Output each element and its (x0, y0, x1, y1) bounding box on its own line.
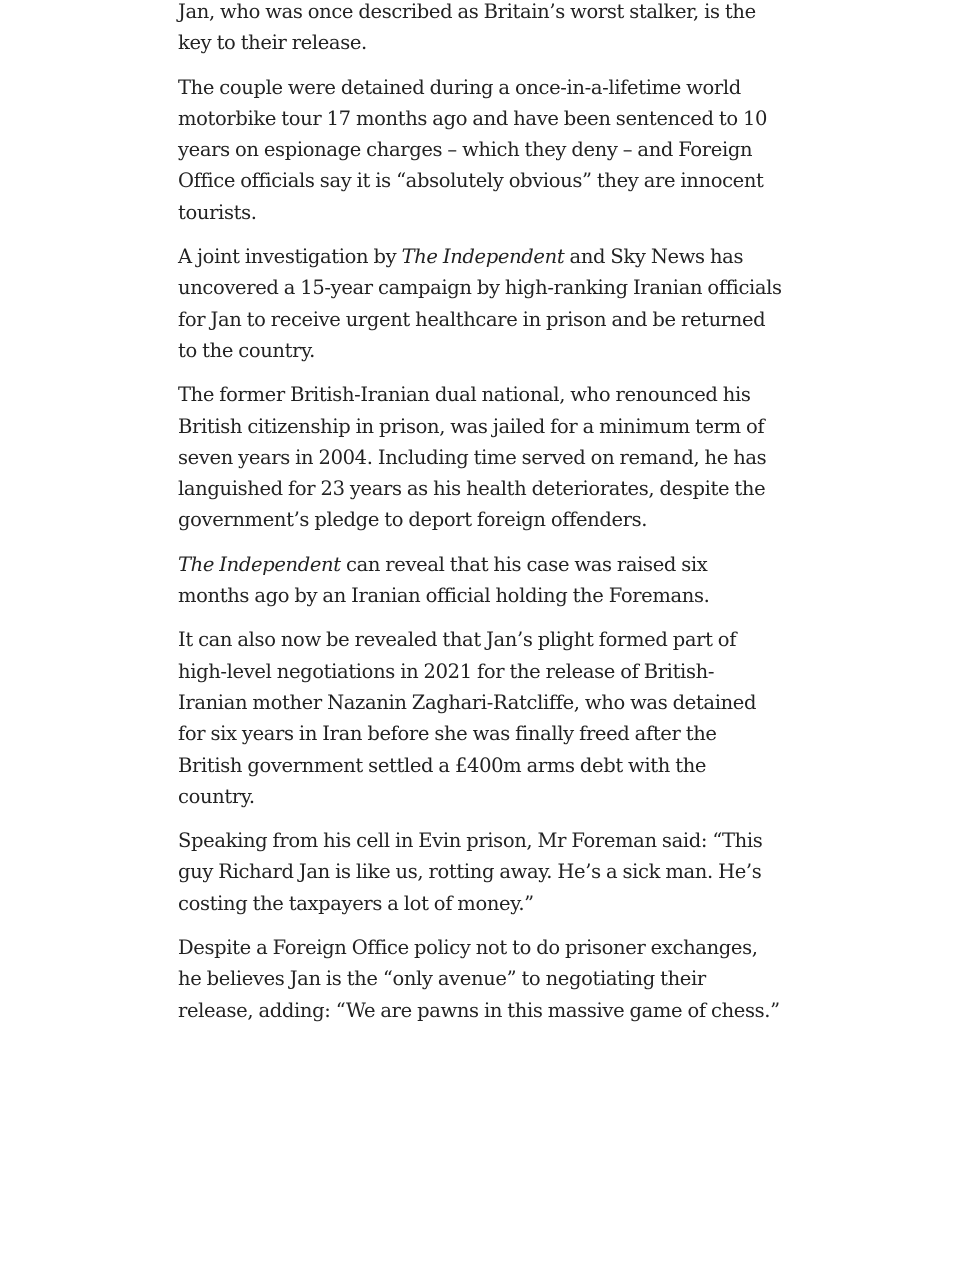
article-paragraph (178, 379, 782, 535)
article-paragraph (178, 624, 782, 812)
publication-name: The Independent (401, 245, 565, 269)
article-paragraph (178, 0, 782, 59)
article-paragraph (178, 241, 782, 366)
publication-name: The Independent (178, 552, 341, 576)
paragraph-text: The former British-Iranian dual national, who renounced his British citizenship in prison, was jailed for a minimum term of seven years in 2004. Including time served on remand, he has languished for 23 years as his health deteriorates, despite the government’s pledge to deport foreign offenders. (178, 383, 767, 532)
paragraph-text: and Sky News has uncovered a 15-year campaign by high-ranking Iranian officials for Jan to receive urgent healthcare in prison and be returned to the country. (178, 245, 782, 362)
paragraph-text: Despite a Foreign Office policy not to do prisoner exchanges, he believes Jan is the “only avenue” to negotiating their release, adding: “We are pawns in this massive game of chess.” (178, 936, 780, 1022)
paragraph-text: Jan, who was once described as Britain’s worst stalker, is the key to their release. (178, 0, 756, 55)
paragraph-text: It can also now be revealed that Jan’s plight formed part of high-level negotiations in 2021 for the release of British-Iranian mother Nazanin Zaghari-Ratcliffe, who was detained for six years in Iran before she was finally freed after the British government settled a £400m arms debt with the country. (178, 628, 757, 808)
paragraph-text: The couple were detained during a once-in-a-lifetime world motorbike tour 17 months ago and have been sentenced to 10 years on espionage charges – which they deny – and Foreign Office officials say it is “absolutely obvious” they are innocent tourists. (178, 75, 768, 224)
article-paragraph (178, 825, 782, 919)
article-body (178, 0, 782, 1039)
article-paragraph (178, 932, 782, 1026)
article-paragraph (178, 549, 782, 612)
article-paragraph (178, 72, 782, 228)
paragraph-text: can reveal that his case was raised six months ago by an Iranian official holding the Foremans. (178, 552, 710, 608)
paragraph-text: Speaking from his cell in Evin prison, Mr Foreman said: “This guy Richard Jan is like us, rotting away. He’s a sick man. He’s costing the taxpayers a lot of money.” (178, 829, 763, 915)
paragraph-text: A joint investigation by (178, 245, 402, 269)
